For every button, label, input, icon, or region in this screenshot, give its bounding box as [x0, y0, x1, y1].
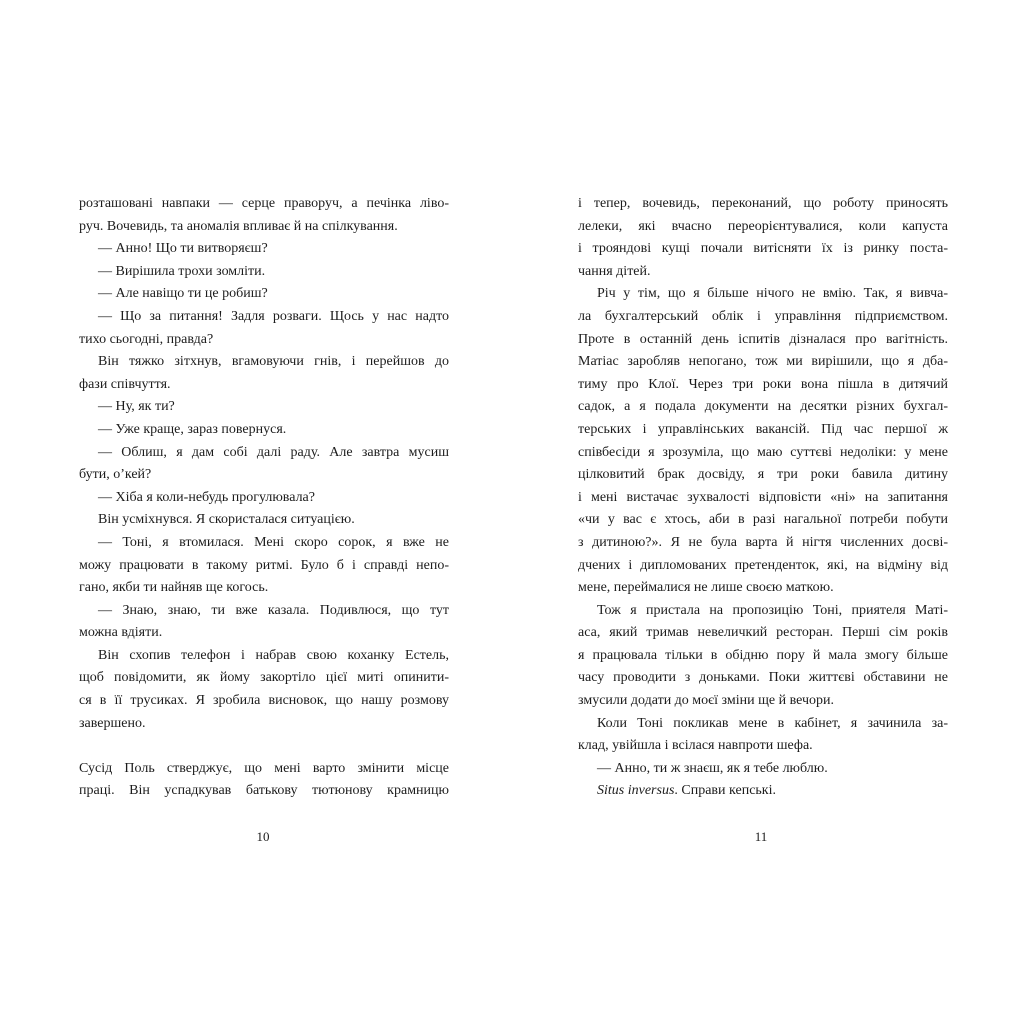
text-line: я працювала тільки в обідню пору й мала змогу більше: [578, 647, 948, 663]
text-line: дчених і дипломованих претенденток, які, на відміну від: [578, 557, 948, 573]
text-line: терських і управлінських вакансій. Під час першої ж: [578, 421, 948, 437]
text-line: «чи у вас є хтось, аби в разі нагальної потреби побути: [578, 512, 948, 528]
text-line: розташовані навпаки — серце праворуч, а печінка ліво-: [79, 196, 449, 211]
text-line: і мені вистачає зухвалості відповісти «ні» на запитання: [578, 489, 948, 505]
text-line: клад, увійшла і всілася навпроти шефа.: [578, 738, 813, 754]
text-line: — Але навіщо ти це робиш?: [98, 286, 268, 302]
text-line: — Знаю, знаю, ти вже казала. Подивлюся, що тут: [98, 602, 449, 618]
text-line: Він тяжко зітхнув, вгамовуючи гнів, і перейшов до: [98, 354, 449, 370]
text-line: завершено.: [79, 715, 146, 731]
text-line: — Анно, ти ж знаєш, як я тебе люблю.: [597, 760, 828, 776]
text-line: — Тоні, я втомилася. Мені скоро сорок, я вже не: [98, 534, 449, 550]
text-line: лелеки, які вчасно переорієнтувалися, коли капуста: [578, 218, 948, 234]
closing-phrase: . Справи кепські.: [674, 783, 776, 799]
text-line: садок, а я подала документи на десятки різних бухгал-: [578, 399, 948, 415]
text-line: можна вдіяти.: [79, 625, 163, 641]
left-page-text: [79, 193, 449, 803]
text-line: бути, о’кей?: [79, 467, 152, 483]
text-line: співбесіди я зрозуміла, що маю суттєві недоліки: у мене: [578, 444, 948, 460]
section-break: [79, 735, 449, 758]
text-line: щоб повідомити, як йому закортіло цієї миті опинити-: [79, 670, 449, 686]
text-line: руч. Вочевидь, та аномалія впливає й на спілкування.: [79, 218, 398, 234]
final-text-line: [578, 780, 948, 803]
text-line: тиму про Клої. Через три роки вона пішла в дитячий: [578, 376, 948, 392]
text-line: з дитиною?». Я не була варта й нігтя численних досві-: [578, 534, 948, 550]
text-line: чання дітей.: [578, 263, 651, 279]
text-line: мене, переймалися не лише своєю маткою.: [578, 580, 834, 596]
text-line: аса, який тримав невеличкий ресторан. Перші сім років: [578, 625, 948, 641]
text-line: ла бухгалтерський облік і управління підприємством.: [578, 308, 948, 324]
text-line: тихо сьогодні, правда?: [79, 331, 214, 347]
text-line: праці. Він успадкував батькову тютюнову крамницю: [79, 783, 449, 799]
text-line: Він схопив телефон і набрав свою коханку Естель,: [98, 647, 449, 663]
text-line: — Вирішила трохи зомліти.: [98, 263, 266, 279]
text-line: цілковитий брак досвіду, я три роки бавила дитину: [578, 467, 948, 483]
text-line: ся в її трусиках. Я зробила висновок, що нашу розмову: [79, 693, 449, 709]
text-line: Проте в останній день іспитів дізналася про вагітність.: [578, 331, 948, 347]
text-line: змусили додати до моєї зміни ще й вечори.: [578, 693, 835, 709]
text-line: — Уже краще, зараз повернуся.: [98, 421, 287, 437]
text-line: — Облиш, я дам собі далі раду. Але завтра мусиш: [98, 444, 449, 460]
text-line: можу працювати в такому ритмі. Було б і справді непо-: [79, 557, 449, 573]
page-number-right: 11: [754, 829, 768, 844]
text-line: — Що за питання! Задля розваги. Щось у нас надто: [98, 308, 449, 324]
text-line: Сусід Поль стверджує, що мені варто змінити місце: [79, 760, 449, 776]
text-line: гано, якби ти найняв ще когось.: [79, 580, 269, 596]
text-line: Він усміхнувся. Я скористалася ситуацією.: [98, 512, 355, 528]
text-line: Тож я пристала на пропозицію Тоні, приятеля Маті-: [597, 602, 948, 618]
text-line: — Анно! Що ти витворяєш?: [98, 241, 268, 257]
text-line: і тепер, вочевидь, переконаний, що роботу приносять: [578, 196, 948, 211]
text-line: фази співчуття.: [79, 376, 171, 392]
text-line: — Ну, як ти?: [98, 399, 175, 415]
page-number-left: 10: [256, 829, 270, 844]
text-line: Коли Тоні покликав мене в кабінет, я зачинила за-: [597, 715, 948, 731]
text-line: і трояндові кущі почали витісняти їх із ринку поста-: [578, 241, 948, 257]
right-page-text: [578, 193, 948, 803]
text-line: часу проводити з доньками. Поки життєві обставини не: [578, 670, 948, 686]
text-line: Річ у тім, що я більше нічого не вмію. Так, я вивча-: [597, 286, 948, 302]
text-line: Матіас заробляв непогано, тож ми вирішили, що я дба-: [578, 354, 948, 370]
text-line: — Хіба я коли-небудь прогулювала?: [98, 489, 315, 505]
italic-term: Situs inversus: [597, 783, 675, 799]
